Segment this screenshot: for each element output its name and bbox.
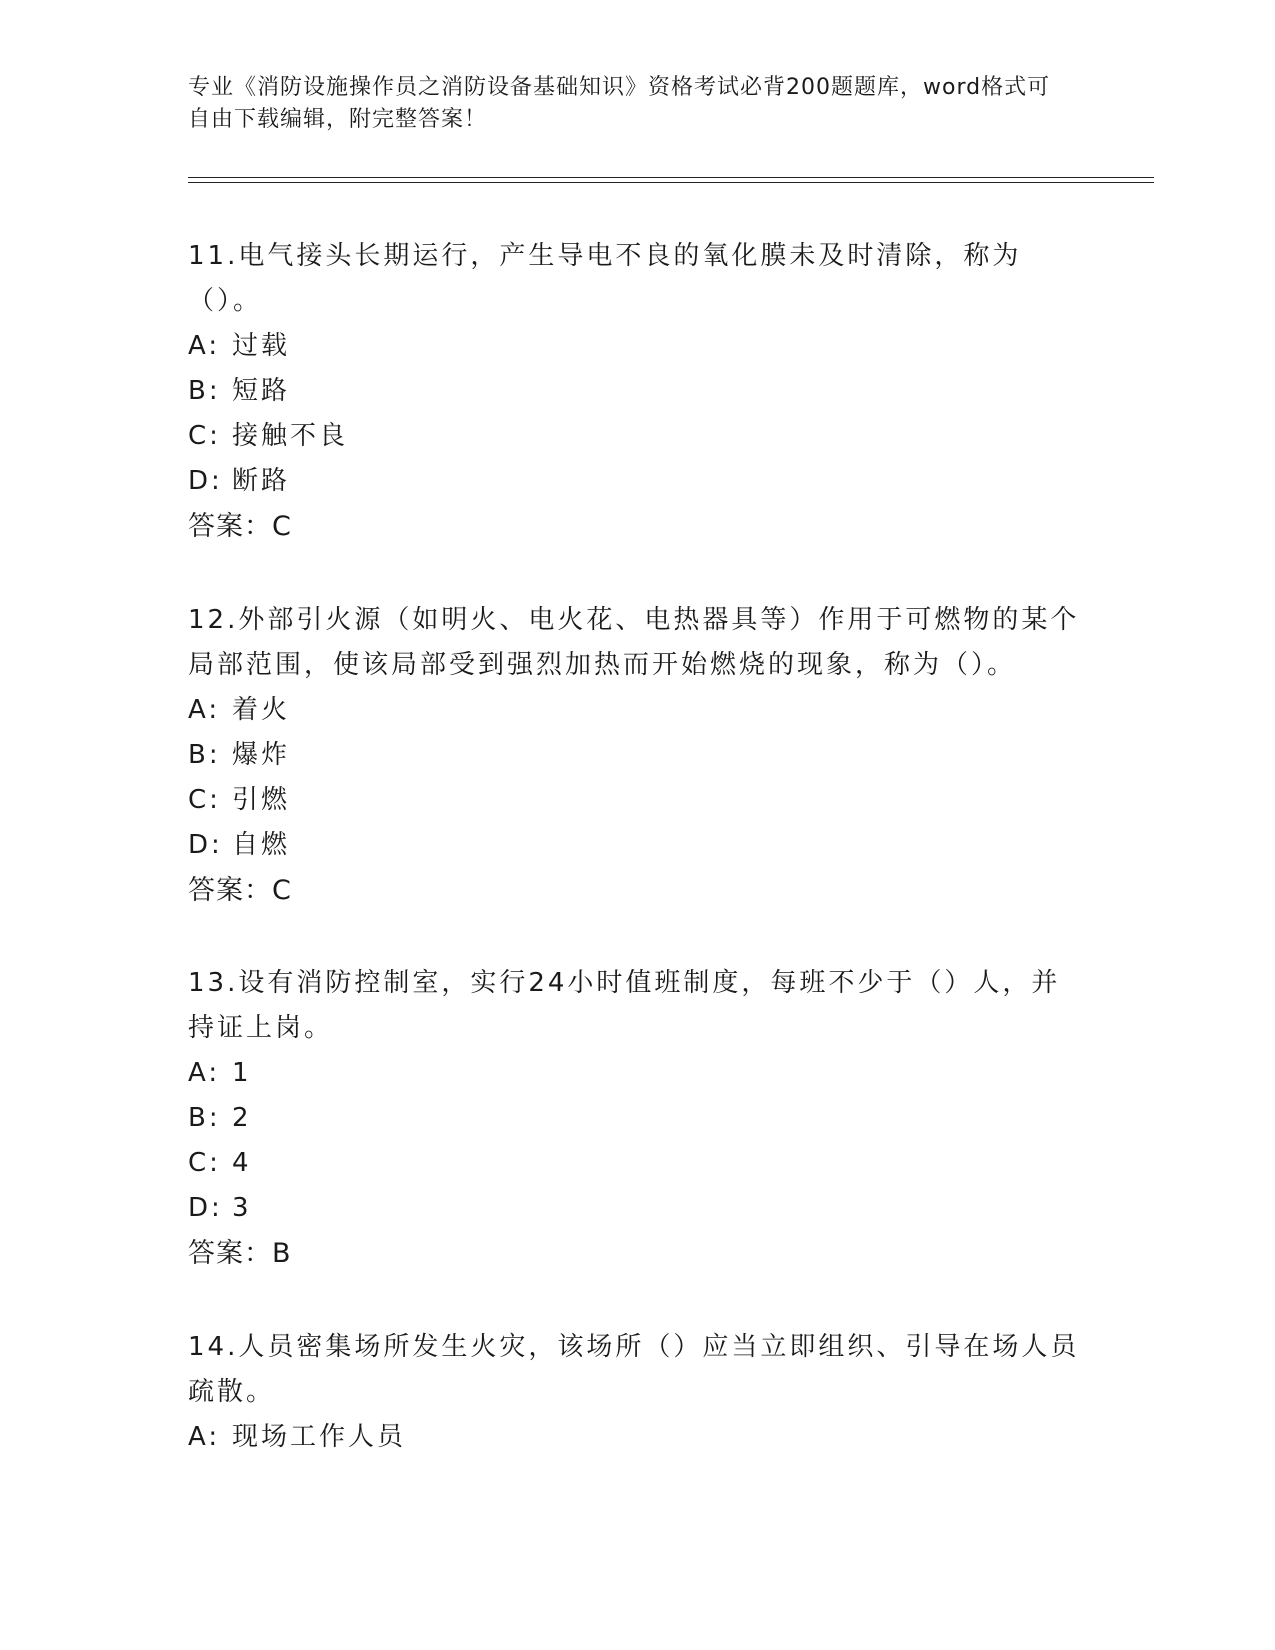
option-text: 4 bbox=[232, 1148, 252, 1178]
question-stem: 14.人员密集场所发生火灾，该场所（）应当立即组织、引导在场人员疏散。 bbox=[188, 1332, 1080, 1407]
option-label: A: bbox=[188, 331, 221, 361]
option-a bbox=[188, 1051, 1088, 1096]
option-text: 2 bbox=[232, 1103, 252, 1133]
option-b bbox=[188, 1096, 1088, 1141]
option-b bbox=[188, 733, 1088, 778]
option-text: 1 bbox=[232, 1058, 252, 1088]
document-header: 专业《消防设施操作员之消防设备基础知识》资格考试必背200题题库，word格式可自由下载编辑，附完整答案！ bbox=[188, 75, 1051, 132]
header-divider-bottom bbox=[188, 182, 1154, 183]
option-text: 自燃 bbox=[232, 830, 291, 860]
answer-line: 答案：C bbox=[188, 511, 292, 542]
option-text: 现场工作人员 bbox=[232, 1422, 407, 1452]
option-label: B: bbox=[188, 740, 221, 770]
option-text: 着火 bbox=[232, 695, 291, 725]
option-a bbox=[188, 324, 1088, 369]
option-text: 过载 bbox=[232, 331, 291, 361]
option-label: C: bbox=[188, 1148, 221, 1178]
option-d bbox=[188, 459, 1088, 504]
question-stem: 12.外部引火源（如明火、电火花、电热器具等）作用于可燃物的某个局部范围，使该局部受到强烈加热而开始燃烧的现象，称为（）。 bbox=[188, 605, 1080, 680]
option-b bbox=[188, 369, 1088, 414]
option-label: C: bbox=[188, 421, 221, 451]
option-label: A: bbox=[188, 695, 221, 725]
option-d bbox=[188, 1186, 1088, 1231]
option-text: 接触不良 bbox=[232, 421, 349, 451]
question-stem: 13.设有消防控制室，实行24小时值班制度，每班不少于（）人，并持证上岗。 bbox=[188, 968, 1061, 1043]
option-text: 短路 bbox=[232, 376, 291, 406]
question-14 bbox=[188, 1325, 1088, 1460]
option-label: A: bbox=[188, 1058, 221, 1088]
option-a bbox=[188, 688, 1088, 733]
option-c bbox=[188, 778, 1088, 823]
header-divider-top bbox=[188, 177, 1154, 178]
option-a bbox=[188, 1415, 1088, 1460]
option-label: A: bbox=[188, 1422, 221, 1452]
option-label: B: bbox=[188, 376, 221, 406]
option-c bbox=[188, 414, 1088, 459]
option-text: 爆炸 bbox=[232, 740, 291, 770]
answer-line: 答案：B bbox=[188, 1238, 292, 1269]
option-d bbox=[188, 823, 1088, 868]
question-12 bbox=[188, 598, 1088, 913]
question-11 bbox=[188, 234, 1088, 549]
question-13 bbox=[188, 961, 1088, 1276]
option-label: C: bbox=[188, 785, 221, 815]
option-label: D: bbox=[188, 830, 223, 860]
option-label: B: bbox=[188, 1103, 221, 1133]
option-label: D: bbox=[188, 466, 223, 496]
option-label: D: bbox=[188, 1193, 223, 1223]
option-text: 引燃 bbox=[232, 785, 291, 815]
option-text: 3 bbox=[232, 1193, 252, 1223]
question-stem: 11.电气接头长期运行，产生导电不良的氧化膜未及时清除，称为（）。 bbox=[188, 241, 1022, 316]
option-text: 断路 bbox=[232, 466, 291, 496]
answer-line: 答案：C bbox=[188, 875, 292, 906]
option-c bbox=[188, 1141, 1088, 1186]
